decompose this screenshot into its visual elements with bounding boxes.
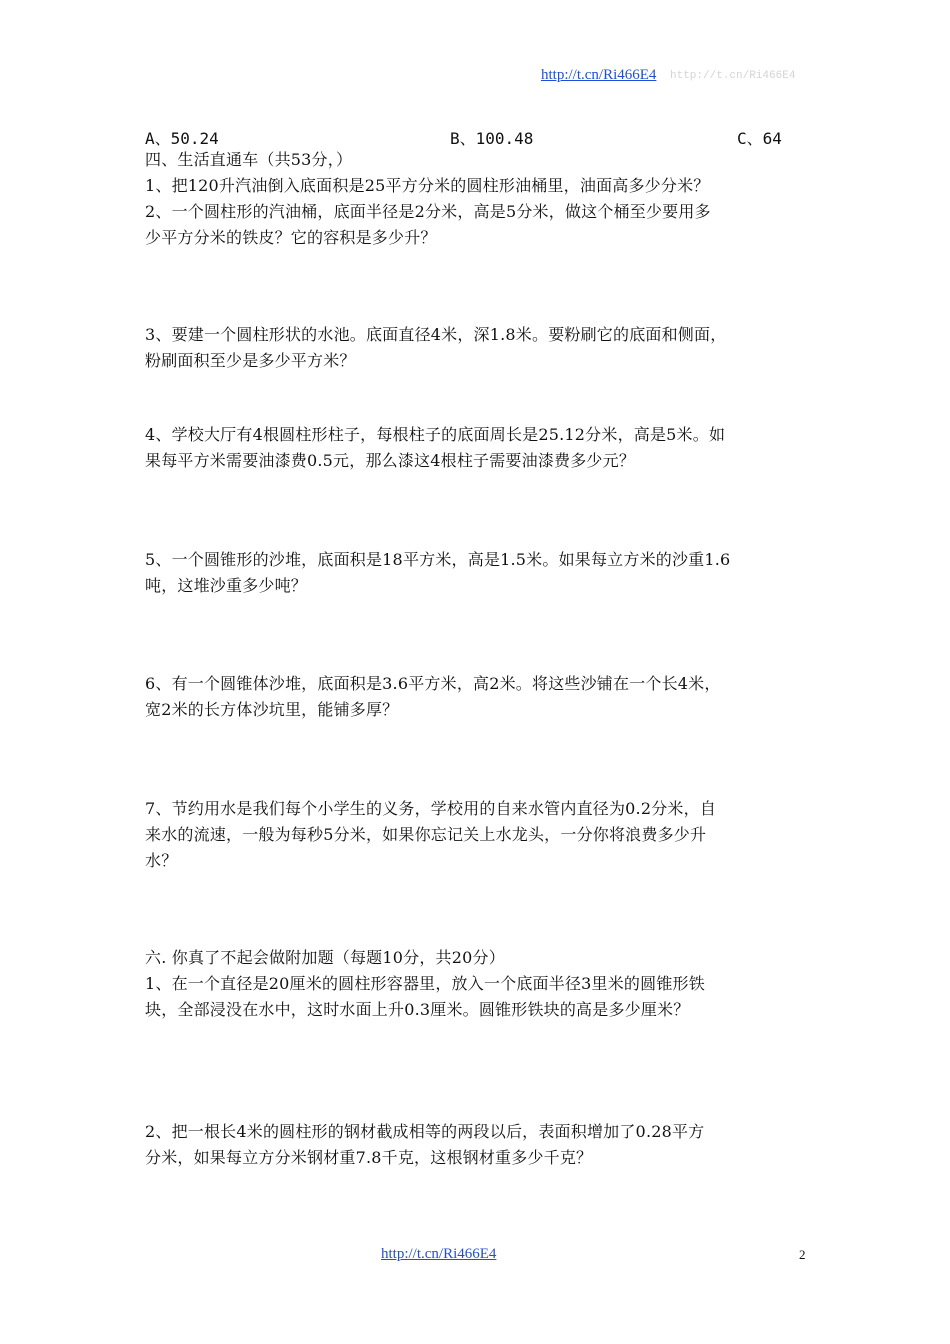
question-4-6-line1: 6、有一个圆锥体沙堆，底面积是3.6平方米，高2米。将这些沙铺在一个长4米， — [145, 674, 721, 693]
question-4-7-line3: 水？ — [145, 851, 178, 870]
question-6-1-line1: 1、在一个直径是20厘米的圆柱形容器里，放入一个底面半径3里米的圆锥形铁 — [145, 974, 705, 993]
footer-link[interactable]: http://t.cn/Ri466E4 — [381, 1246, 497, 1262]
question-4-7-line2: 来水的流速，一般为每秒5分米，如果你忘记关上水龙头，一分你将浪费多少升 — [145, 825, 707, 844]
option-c: C、64 — [737, 129, 782, 148]
section-heading-4: 四、生活直通车（共53分，） — [145, 150, 353, 169]
page-number: 2 — [799, 1247, 806, 1262]
question-4-4-line2: 果每平方米需要油漆费0.5元，那么漆这4根柱子需要油漆费多少元？ — [145, 451, 636, 470]
question-4-7-line1: 7、节约用水是我们每个小学生的义务，学校用的自来水管内直径为0.2分米，自 — [145, 799, 717, 818]
answer-options — [145, 126, 805, 148]
question-4-6-line2: 宽2米的长方体沙坑里，能铺多厚？ — [145, 700, 399, 719]
question-4-3-line2: 粉刷面积至少是多少平方米？ — [145, 351, 356, 370]
option-b: B、100.48 — [450, 129, 534, 148]
question-4-2-line2: 少平方分米的铁皮？它的容积是多少升？ — [145, 228, 437, 247]
question-4-2-line1: 2、一个圆柱形的汽油桶，底面半径是2分米，高是5分米，做这个桶至少要用多 — [145, 202, 711, 221]
question-4-1: 1、把120升汽油倒入底面积是25平方分米的圆柱形油桶里，油面高多少分米？ — [145, 176, 710, 195]
question-4-5-line2: 吨，这堆沙重多少吨？ — [145, 576, 308, 595]
question-4-3-line1: 3、要建一个圆柱形状的水池。底面直径4米，深1.8米。要粉刷它的底面和侧面， — [145, 325, 727, 344]
header-ghost-text: http://t.cn/Ri466E4 — [670, 70, 796, 82]
question-4-5-line1: 5、一个圆锥形的沙堆，底面积是18平方米，高是1.5米。如果每立方米的沙重1.6 — [145, 550, 731, 569]
option-a: A、50.24 — [145, 129, 219, 148]
question-6-2-line1: 2、把一根长4米的圆柱形的钢材截成相等的两段以后，表面积增加了0.28平方 — [145, 1122, 705, 1141]
section-heading-6: 六. 你真了不起会做附加题（每题10分，共20分） — [145, 948, 505, 967]
header-link[interactable]: http://t.cn/Ri466E4 — [541, 67, 657, 83]
question-6-1-line2: 块，全部浸没在水中，这时水面上升0.3厘米。圆锥形铁块的高是多少厘米？ — [145, 1000, 690, 1019]
question-4-4-line1: 4、学校大厅有4根圆柱形柱子，每根柱子的底面周长是25.12分米，高是5米。如 — [145, 425, 726, 444]
question-6-2-line2: 分米，如果每立方分米钢材重7.8千克，这根钢材重多少千克？ — [145, 1148, 593, 1167]
